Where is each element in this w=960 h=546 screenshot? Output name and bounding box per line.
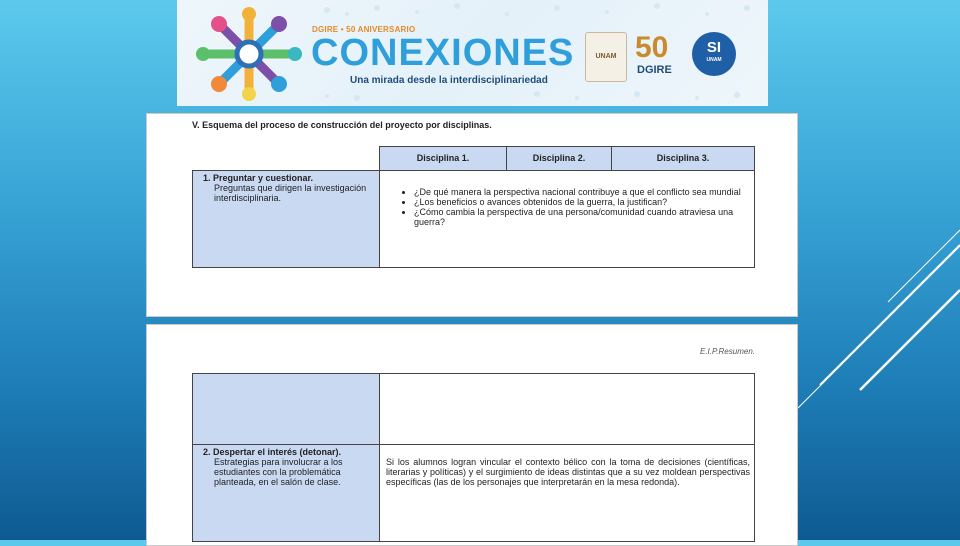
list-item: • ¿Los beneficios o avances obtenidos de la guerra, la justifican? (414, 197, 750, 207)
document-page-1 (146, 113, 798, 317)
list-item: • ¿Cómo cambia la perspectiva de una persona/comunidad cuando atraviesa una guerra? (414, 207, 750, 227)
row-text: Si los alumnos logran vincular el contexto bélico con la toma de decisiones (científicas, literarias y políticas) y el surgimiento de ideas distintas que a su vez moldean perspectivas específicas (las de los personajes que interpretarán en la mesa redonda). (386, 457, 750, 487)
column-header-1: Disciplina 1. (379, 146, 507, 171)
column-header-3: Disciplina 3. (611, 146, 755, 171)
row-description: Estrategias para involucrar a los estudiantes con la problemática planteada, en el salón de clase. (214, 457, 343, 487)
si-unam-logo (692, 32, 736, 76)
si-label: SI (706, 39, 722, 56)
row-title: 1. Preguntar y cuestionar. (203, 173, 314, 183)
banner-subtitle: Una mirada desde la interdisciplinariedad (350, 75, 548, 86)
section-heading: V. Esquema del proceso de construcción del proyecto por disciplinas. (192, 120, 492, 130)
row-label-preguntar (192, 170, 380, 268)
decorative-diagonal-lines (780, 220, 960, 420)
row-content-text (379, 444, 755, 542)
si-sublabel: UNAM (706, 57, 722, 63)
column-header-2: Disciplina 2. (506, 146, 612, 171)
dgire-50-logo (635, 32, 685, 78)
unam-logo: UNAM (585, 32, 627, 82)
row-title: 2. Despertar el interés (detonar). (203, 447, 342, 457)
row-description: Preguntas que dirigen la investigación interdisciplinaria. (214, 183, 367, 203)
conexiones-banner (177, 0, 768, 106)
document-page-2 (146, 324, 798, 546)
banner-title: CONEXIONES (311, 32, 575, 74)
dgire-number: 50 (635, 31, 669, 64)
question-list (380, 187, 754, 227)
page-caption: E.I.P.Resumen. (700, 347, 755, 356)
conexiones-knot-logo (189, 4, 309, 104)
anniversary-label: DGIRE • 50 ANIVERSARIO (312, 25, 416, 34)
empty-label-cell (192, 373, 380, 445)
list-item: • ¿De qué manera la perspectiva nacional contribuye a que el conflicto sea mundial (414, 187, 750, 197)
row-label-despertar (192, 444, 380, 542)
dgire-label: DGIRE (637, 64, 672, 76)
empty-content-cell (379, 373, 755, 445)
row-content-questions (379, 170, 755, 268)
